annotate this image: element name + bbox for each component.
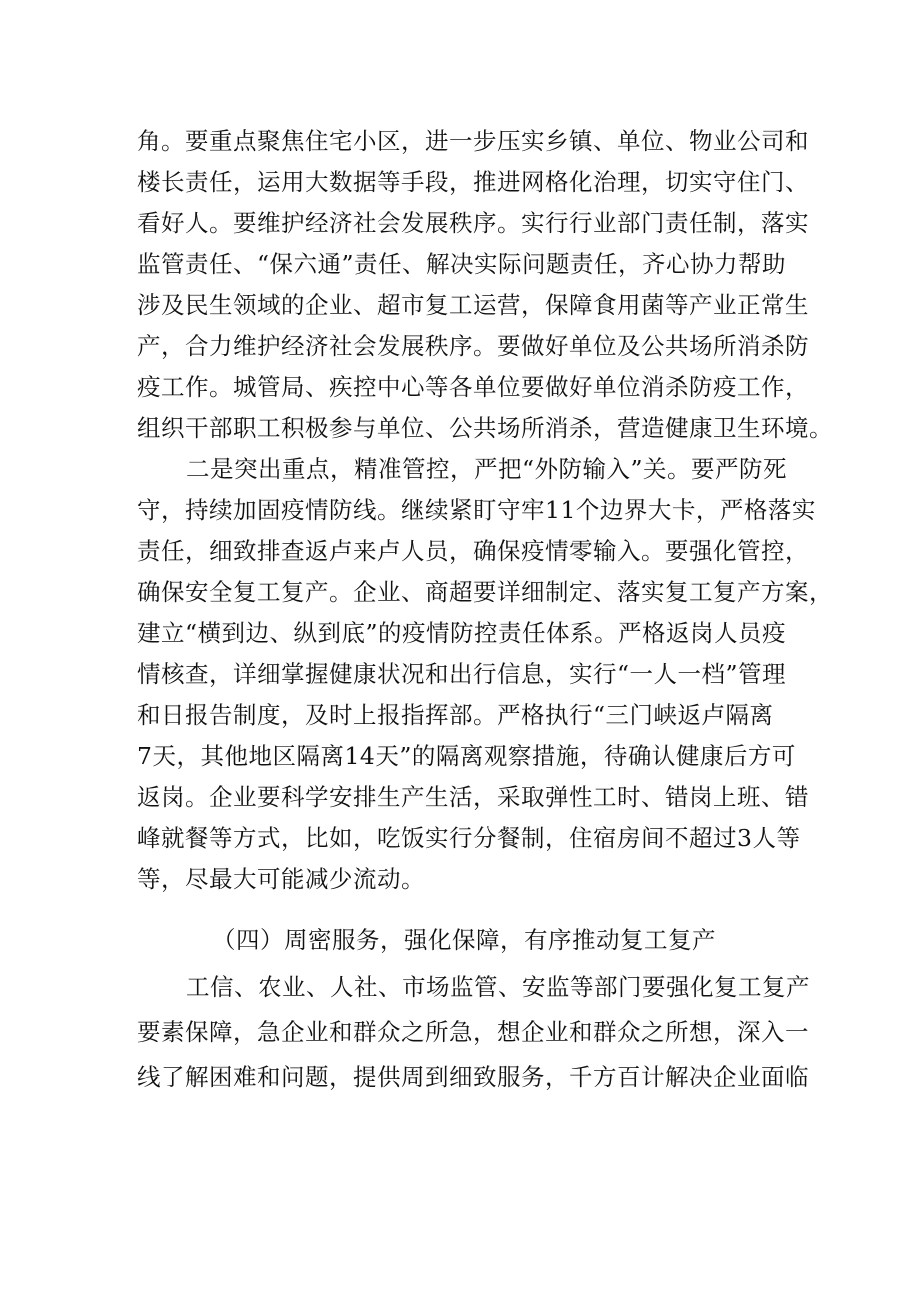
text-line-7: 疫工作。城管局、疾控中心等各单位要做好单位消杀防疫工作， [137,373,809,401]
text-line-1: 角。要重点聚焦住宅小区，进一步压实乡镇、单位、物业公司和 [137,127,809,155]
paragraph-start-line: 二是突出重点，精准管控，严把“外防输入”关。要严防死 [186,455,788,483]
text-line-12: 确保安全复工复产。企业、商超要详细制定、落实复工复产方案， [137,578,833,606]
text-line-19: 等，尽最大可能减少流动。 [137,865,425,893]
text-line-2: 楼长责任，运用大数据等手段，推进网格化治理，切实守住门、 [137,168,809,196]
text-line-14: 情核查，详细掌握健康状况和出行信息，实行“一人一档”管理 [137,660,787,688]
text-line-8: 组织干部职工积极参与单位、公共场所消杀，营造健康卫生环境。 [137,414,833,442]
text-line-13: 建立“横到边、纵到底”的疫情防控责任体系。严格返岗人员疫 [137,619,787,647]
section-heading: （四）周密服务，强化保障，有序推动复工复产 [212,926,716,954]
text-line-16: 7天，其他地区隔离14天”的隔离观察措施，待确认健康后方可 [137,742,796,770]
text-line-15: 和日报告制度，及时上报指挥部。严格执行“三门峡返卢隔离 [137,701,774,729]
text-line-11: 责任，细致排查返卢来卢人员，确保疫情零输入。要强化管控， [137,537,809,565]
text-line-5: 涉及民生领域的企业、超市复工运营，保障食用菌等产业正常生 [137,291,809,319]
text-line-10: 守，持续加固疫情防线。继续紧盯守牢11个边界大卡，严格落实 [137,496,816,524]
text-line-22: 要素保障，急企业和群众之所急，想企业和群众之所想，深入一 [137,1018,809,1046]
text-line-18: 峰就餐等方式，比如，吃饭实行分餐制，住宿房间不超过3人等 [137,824,801,852]
text-line-4: 监管责任、“保六通”责任、解决实际问题责任，齐心协力帮助 [137,250,787,278]
text-line-6: 产，合力维护经济社会发展秩序。要做好单位及公共场所消杀防 [137,332,809,360]
text-line-23: 线了解困难和问题，提供周到细致服务，千方百计解决企业面临 [137,1063,809,1091]
paragraph-start-line-2: 工信、农业、人社、市场监管、安监等部门要强化复工复产 [186,973,810,1001]
text-line-17: 返岗。企业要科学安排生产生活，采取弹性工时、错岗上班、错 [137,783,809,811]
text-line-3: 看好人。要维护经济社会发展秩序。实行行业部门责任制，落实 [137,209,809,237]
